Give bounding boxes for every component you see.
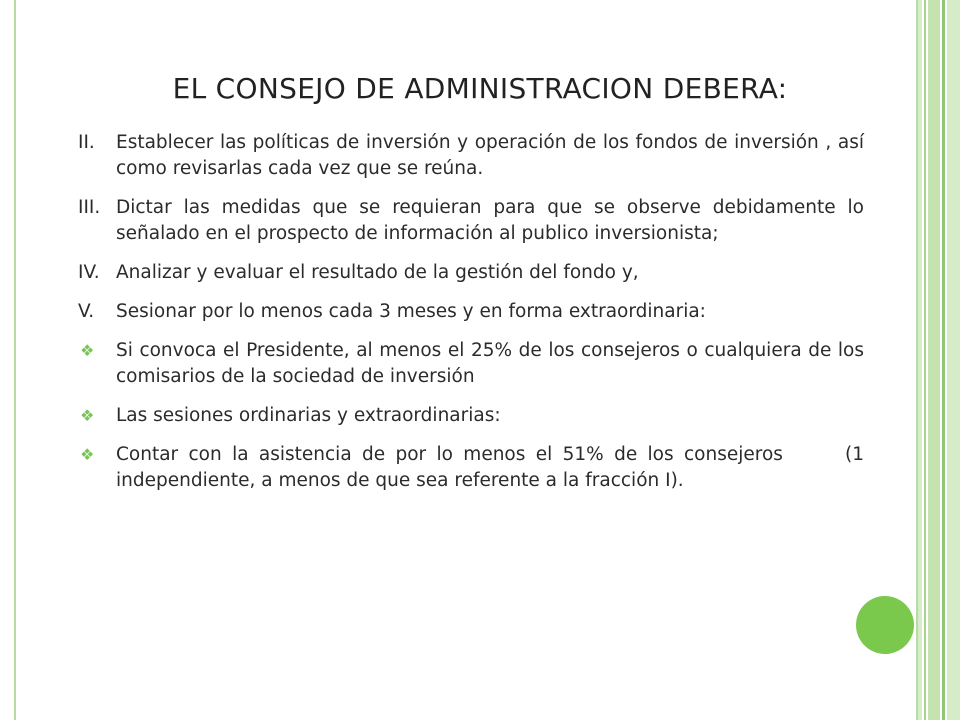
list-item xyxy=(78,260,864,286)
item-number: III. xyxy=(78,197,101,218)
bullet-item xyxy=(78,338,864,390)
bullet-item xyxy=(78,442,870,494)
diamond-bullet-icon: ❖ xyxy=(80,445,95,464)
item-number: II. xyxy=(78,132,95,153)
bullet-text: Contar con la asistencia de por lo menos el 51% de los consejeros (1 independiente, a menos de que sea referente a la fracción I). xyxy=(116,444,870,491)
list-item xyxy=(78,299,864,325)
list-item xyxy=(78,130,864,182)
decorative-side-bars xyxy=(918,0,960,720)
diamond-bullet-icon: ❖ xyxy=(80,341,95,360)
list-item xyxy=(78,195,864,247)
item-text: Sesionar por lo menos cada 3 meses y en forma extraordinaria: xyxy=(116,301,706,322)
green-circle-decoration xyxy=(856,596,914,654)
item-text: Dictar las medidas que se requieran para que se observe debidamente lo señalado en el prospecto de información al publico inversionista; xyxy=(116,197,864,244)
slide-content xyxy=(78,130,870,507)
bullet-item xyxy=(78,403,864,429)
item-number: IV. xyxy=(78,262,100,283)
item-number: V. xyxy=(78,301,95,322)
slide-title: EL CONSEJO DE ADMINISTRACION DEBERA: xyxy=(172,72,788,105)
item-text: Establecer las políticas de inversión y operación de los fondos de inversión , así como revisarlas cada vez que se reúna. xyxy=(116,132,864,179)
diamond-bullet-icon: ❖ xyxy=(80,406,95,425)
bullet-text: Si convoca el Presidente, al menos el 25% de los consejeros o cualquiera de los comisarios de la sociedad de inversión xyxy=(116,340,864,387)
item-text: Analizar y evaluar el resultado de la gestión del fondo y, xyxy=(116,262,639,283)
bullet-text: Las sesiones ordinarias y extraordinarias: xyxy=(116,405,501,426)
